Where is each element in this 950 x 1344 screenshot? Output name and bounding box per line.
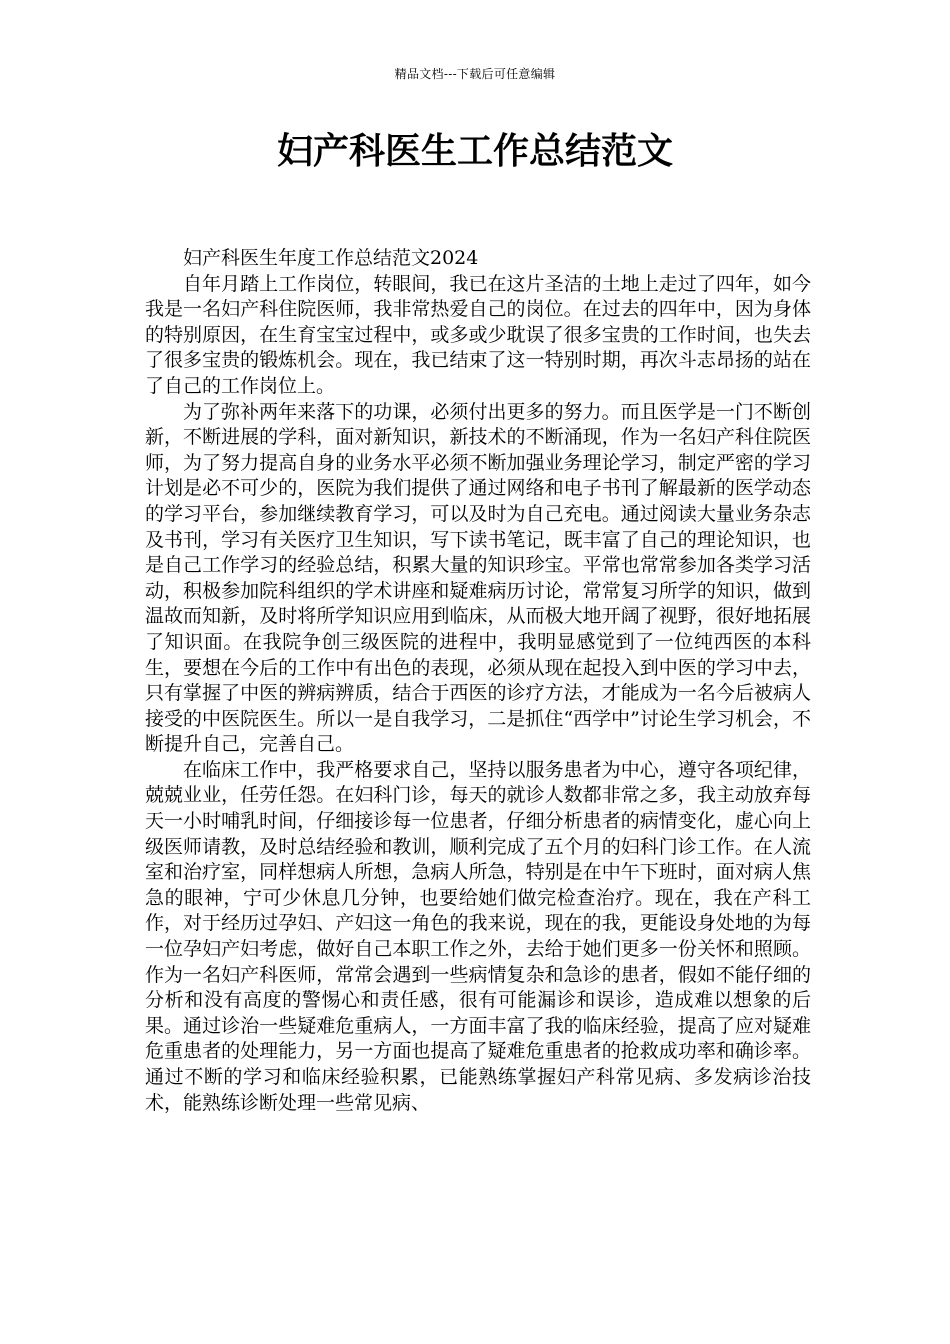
document-subtitle: 妇产科医生年度工作总结范文2024 <box>183 247 479 269</box>
page-header: 精品文档---下载后可任意编辑 <box>394 67 556 81</box>
page-title: 妇产科医生工作总结范文 <box>276 131 673 172</box>
paragraph: 自年月踏上工作岗位，转眼间，我已在这片圣洁的土地上走过了四年，如今我是一名妇产科住院医师，我非常热爱自己的岗位。在过去的四年中，因为身体的特别原因，在生育宝宝过程中，或多或少耽误了很多宝贵的工作时间，也失去了很多宝贵的锻炼机会。现在，我已结束了这一特别时期，再次斗志昂扬的站在了自己的工作岗位上。 <box>145 272 811 397</box>
paragraph: 在临床工作中，我严格要求自己，坚持以服务患者为中心，遵守各项纪律，兢兢业业，任劳任怨。在妇科门诊，每天的就诊人数都非常之多，我主动放弃每天一小时哺乳时间，仔细接诊每一位患者，仔细分析患者的病情变化，虚心向上级医师请教，及时总结经验和教训，顺利完成了五个月的妇科门诊工作。在人流室和治疗室，同样想病人所想，急病人所急，特别是在中午下班时，面对病人焦急的眼神，宁可少休息几分钟，也要给她们做完检查治疗。现在，我在产科工作，对于经历过孕妇、产妇这一角色的我来说，现在的我，更能设身处地的为每一位孕妇产妇考虑，做好自己本职工作之外，去给于她们更多一份关怀和照顾。作为一名妇产科医师，常常会遇到一些病情复杂和急诊的患者，假如不能仔细的分析和没有高度的警惕心和责任感，很有可能漏诊和误诊，造成难以想象的后果。通过诊治一些疑难危重病人，一方面丰富了我的临床经验，提高了应对疑难危重患者的处理能力，另一方面也提高了疑难危重患者的抢救成功率和确诊率。通过不断的学习和临床经验积累，已能熟练掌握妇产科常见病、多发病诊治技术，能熟练诊断处理一些常见病、 <box>145 758 811 1114</box>
paragraph: 为了弥补两年来落下的功课，必须付出更多的努力。而且医学是一门不断创新，不断进展的学科，面对新知识，新技术的不断涌现，作为一名妇产科住院医师，为了努力提高自身的业务水平必须不断加强业务理论学习，制定严密的学习计划是必不可少的，医院为我们提供了通过网络和电子书刊了解最新的医学动态的学习平台，参加继续教育学习，可以及时为自己充电。通过阅读大量业务杂志及书刊，学习有关医疗卫生知识，写下读书笔记，既丰富了自己的理论知识，也是自己工作学习的经验总结，积累大量的知识珍宝。平常也常常参加各类学习活动，积极参加院科组织的学术讲座和疑难病历讨论，常常复习所学的知识，做到温故而知新，及时将所学知识应用到临床，从而极大地开阔了视野，很好地拓展了知识面。在我院争创三级医院的进程中，我明显感觉到了一位纯西医的本科生，要想在今后的工作中有出色的表现，必须从现在起投入到中医的学习中去，只有掌握了中医的辨病辨质，结合于西医的诊疗方法，才能成为一名今后被病人接受的中医院医生。所以一是自我学习，二是抓住“西学中”讨论生学习机会，不断提升自己，完善自己。 <box>145 400 811 756</box>
document-body <box>145 246 811 1116</box>
